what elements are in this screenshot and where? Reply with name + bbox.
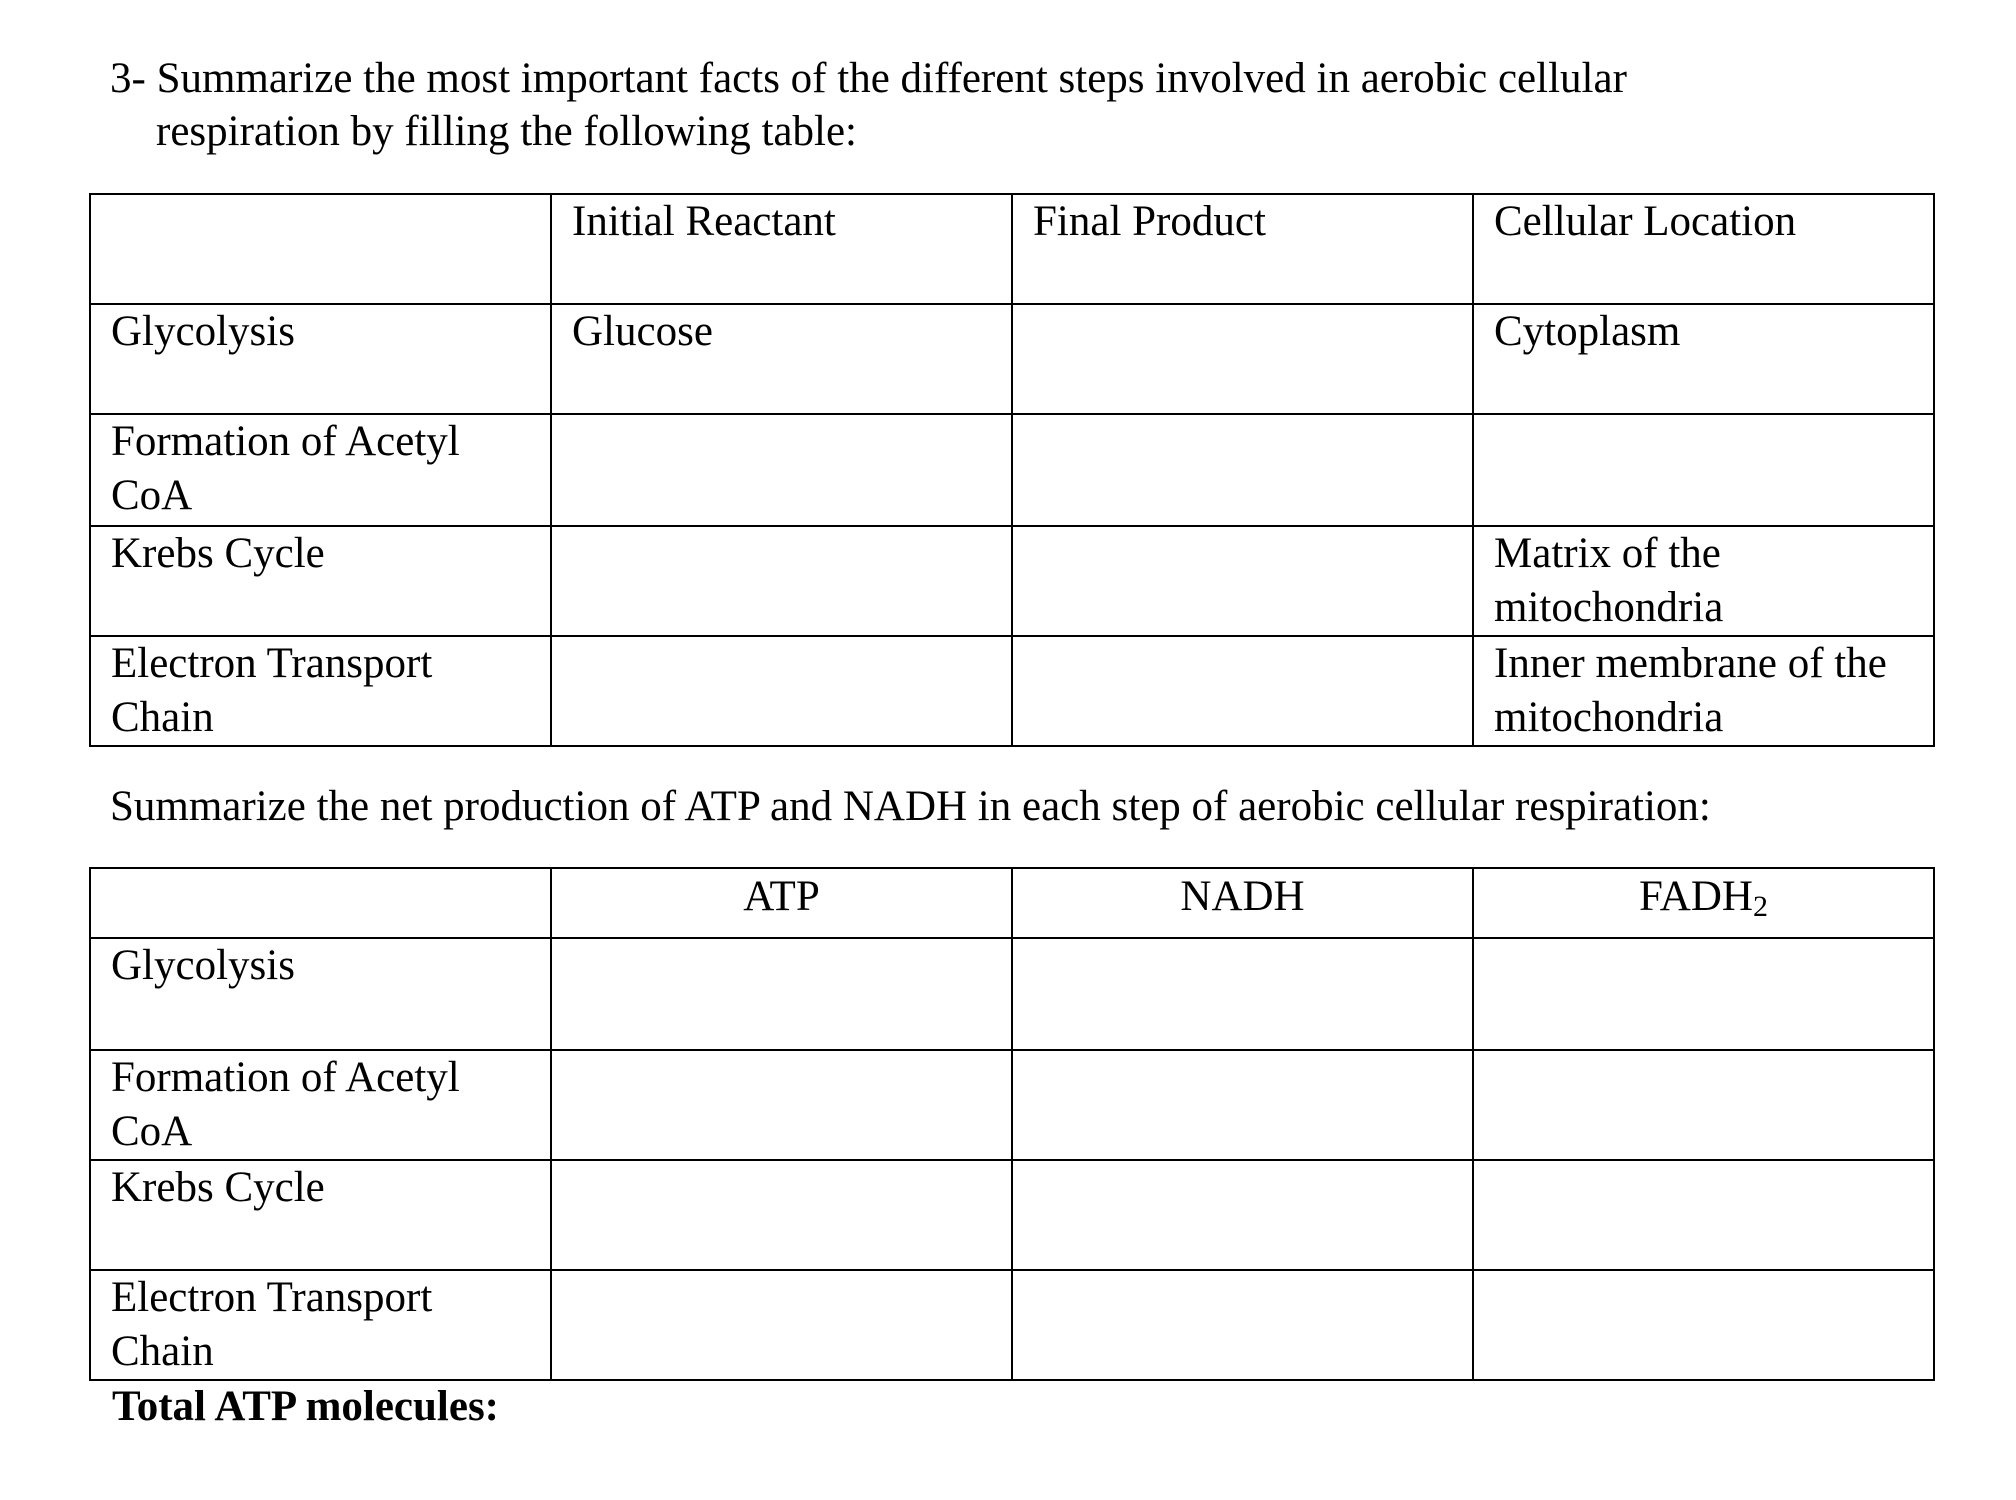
total-atp-label: Total ATP molecules: [112,1383,499,1430]
net-production-prompt: Summarize the net production of ATP and NADH in each step of aerobic cellular respiration: [110,783,1711,830]
step-label: Glycolysis [90,304,551,414]
step-label: Krebs Cycle [90,526,551,636]
header-fadh2-base: FADH [1639,873,1753,920]
header-fadh2 [1473,868,1934,938]
fadh2-cell [1473,1270,1934,1380]
final-product-cell [1012,636,1473,746]
nadh-cell [1012,1050,1473,1160]
final-product-cell [1012,414,1473,526]
header-cell-blank [90,194,551,304]
table-row [90,1160,1934,1270]
table-row [90,526,1934,636]
step-label: Formation of Acetyl CoA [90,414,551,526]
header-nadh: NADH [1012,868,1473,938]
step-label: Krebs Cycle [90,1160,551,1270]
atp-cell [551,1050,1012,1160]
fadh2-cell [1473,938,1934,1050]
cellular-location-cell [1473,414,1934,526]
question-line-1: 3- Summarize the most important facts of the different steps involved in aerobic cellular [110,55,1627,102]
initial-reactant-cell: Glucose [551,304,1012,414]
step-label: Formation of Acetyl CoA [90,1050,551,1160]
nadh-cell [1012,938,1473,1050]
net-production-table [89,867,1935,1381]
fadh2-cell [1473,1050,1934,1160]
nadh-cell [1012,1160,1473,1270]
cellular-location-cell: Matrix of the mitochondria [1473,526,1934,636]
initial-reactant-cell [551,636,1012,746]
cellular-location-cell: Cytoplasm [1473,304,1934,414]
table-header-row [90,194,1934,304]
atp-cell [551,1270,1012,1380]
header-cell-blank [90,868,551,938]
table-row [90,1050,1934,1160]
question-prompt [110,52,1950,158]
header-fadh2-subscript: 2 [1752,890,1768,923]
header-initial-reactant: Initial Reactant [551,194,1012,304]
final-product-cell [1012,526,1473,636]
respiration-steps-table [89,193,1935,747]
table-row [90,1270,1934,1380]
initial-reactant-cell [551,414,1012,526]
fadh2-cell [1473,1160,1934,1270]
final-product-cell [1012,304,1473,414]
header-cellular-location: Cellular Location [1473,194,1934,304]
table-row [90,304,1934,414]
step-label: Electron Transport Chain [90,636,551,746]
table-row [90,414,1934,526]
cellular-location-cell: Inner membrane of the mitochondria [1473,636,1934,746]
step-label: Electron Transport Chain [90,1270,551,1380]
header-atp: ATP [551,868,1012,938]
table-row [90,636,1934,746]
step-label: Glycolysis [90,938,551,1050]
table-header-row [90,868,1934,938]
initial-reactant-cell [551,526,1012,636]
nadh-cell [1012,1270,1473,1380]
table-row [90,938,1934,1050]
header-final-product: Final Product [1012,194,1473,304]
atp-cell [551,1160,1012,1270]
question-line-2: respiration by filling the following table: [156,108,857,155]
atp-cell [551,938,1012,1050]
